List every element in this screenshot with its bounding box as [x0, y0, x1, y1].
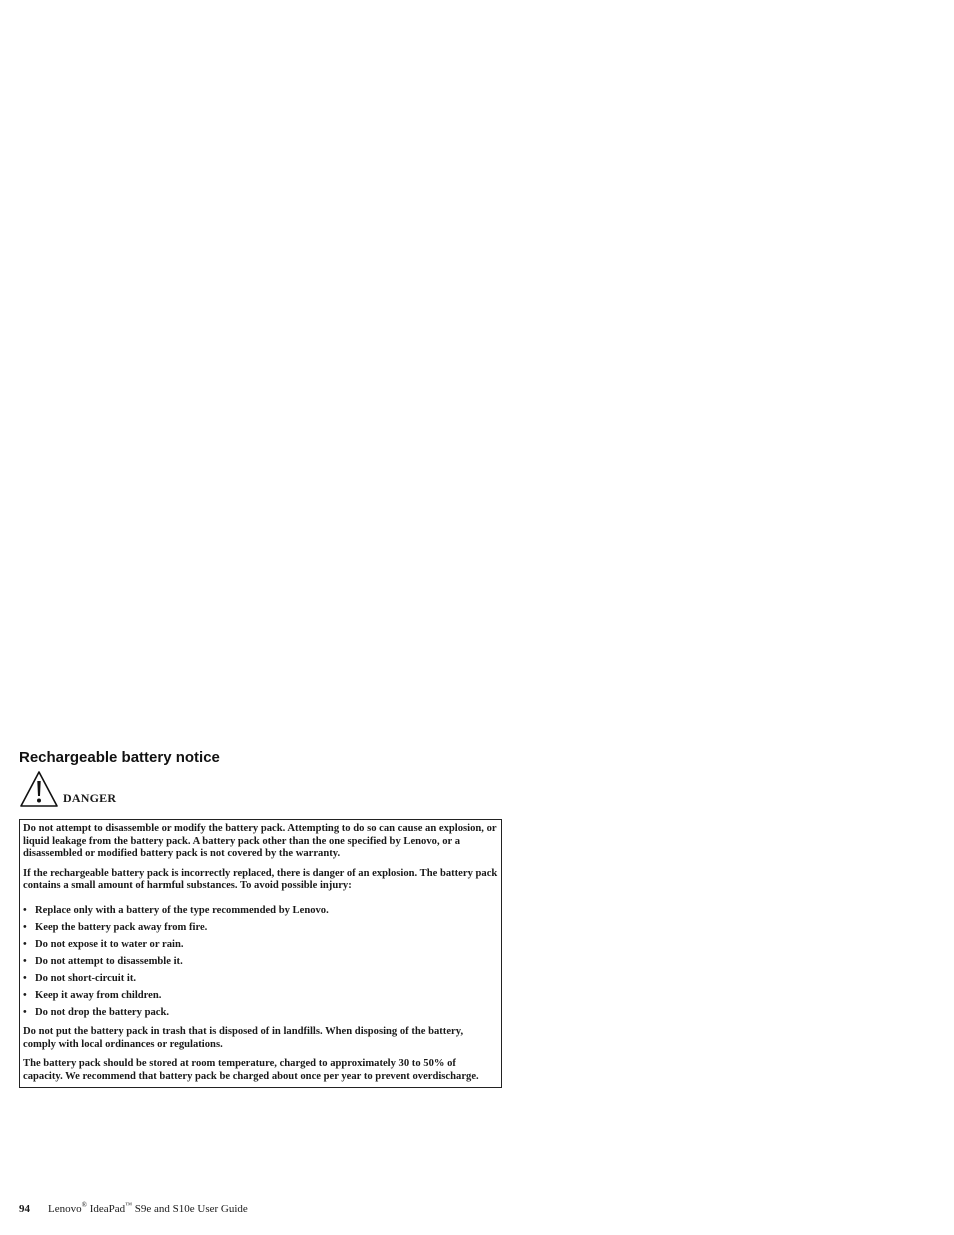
list-item: • Do not attempt to disassemble it.	[23, 955, 183, 967]
page-number: 94	[19, 1203, 30, 1215]
precaution-list	[23, 905, 498, 1020]
footer-title: Lenovo® IdeaPad™ S9e and S10e User Guide	[48, 1201, 248, 1215]
list-item: • Keep the battery pack away from fire.	[23, 921, 208, 933]
danger-label: DANGER	[63, 791, 117, 805]
notice-paragraph-3: Do not put the battery pack in trash that is disposed of in landfills. When disposing of the battery, comply with local ordinances or regulations.	[23, 1026, 464, 1050]
section-title: Rechargeable battery notice	[19, 749, 220, 766]
list-item: • Do not drop the battery pack.	[23, 1006, 169, 1018]
danger-notice-header	[19, 768, 116, 808]
notice-paragraph-4: The battery pack should be stored at room temperature, charged to approximately 30 to 50% of capacity. We recommend that battery pack be charged about once per year to prevent overdischarge.	[23, 1058, 479, 1082]
notice-paragraph-2: If the rechargeable battery pack is incorrectly replaced, there is danger of an explosion. The battery pack contains a small amount of harmful substances. To avoid possible injury:	[23, 867, 498, 891]
list-item: • Do not expose it to water or rain.	[23, 938, 184, 950]
list-item: • Replace only with a battery of the type recommended by Lenovo.	[23, 904, 329, 916]
page-footer	[19, 1203, 248, 1215]
list-item: • Keep it away from children.	[23, 989, 162, 1001]
danger-notice-box	[19, 819, 502, 1088]
notice-paragraph-1: Do not attempt to disassemble or modify the battery pack. Attempting to do so can cause an explosion, or liquid leakage from the battery pack. A battery pack other than the one specified by Lenovo, or a disassembled or modified battery pack is not covered by the warranty.	[23, 823, 497, 859]
warning-triangle-icon	[19, 770, 59, 808]
list-item: • Do not short-circuit it.	[23, 972, 137, 984]
